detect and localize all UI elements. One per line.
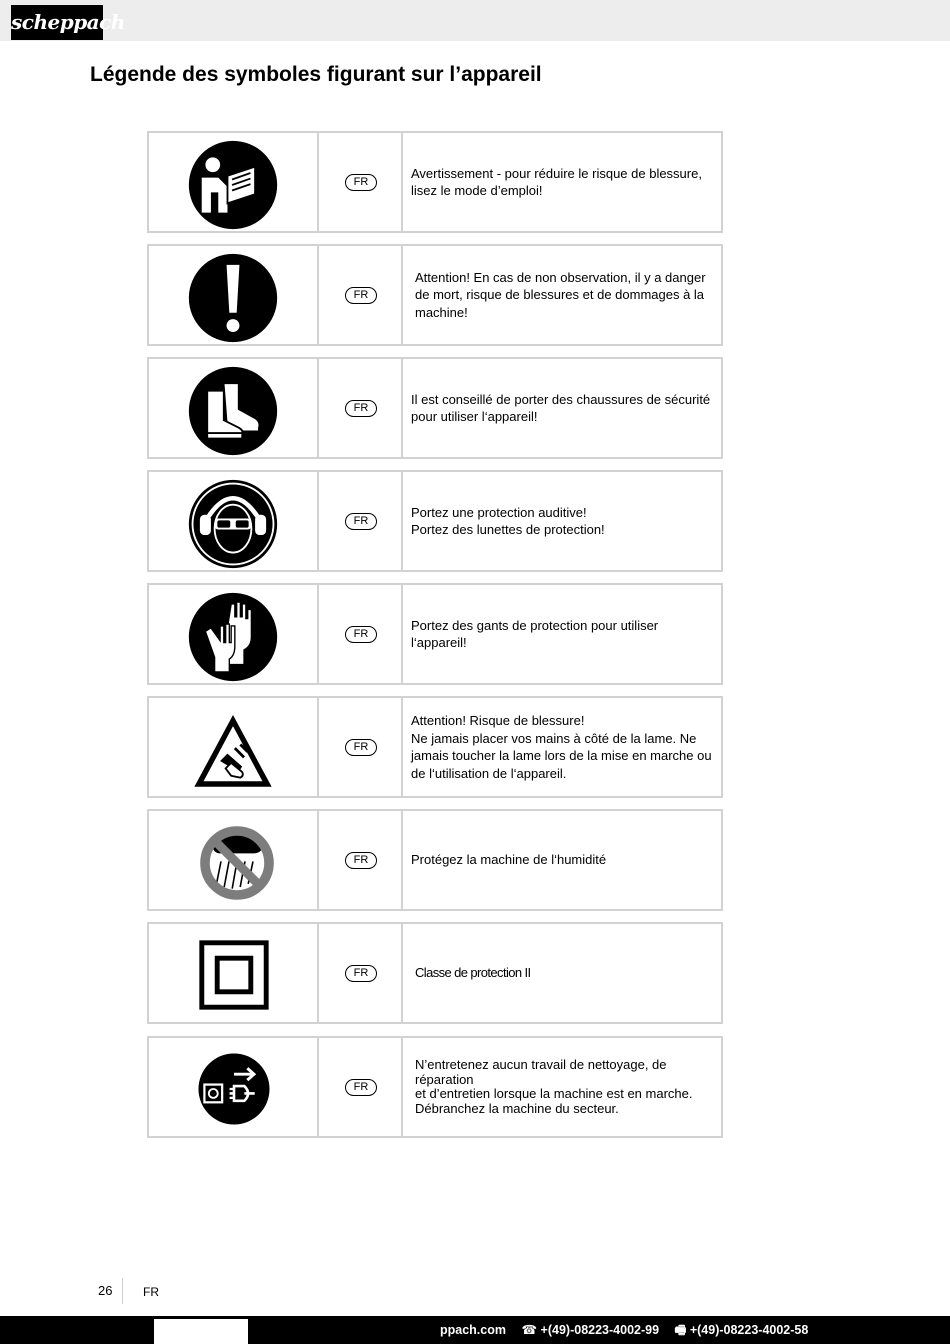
symbol-description: Classe de protection II (415, 965, 531, 981)
no-rain-icon (197, 823, 277, 903)
lang-cell (317, 924, 403, 1022)
protective-gloves-icon (187, 591, 279, 683)
fax-number: +(49)-08223-4002-58 (689, 1323, 809, 1337)
lang-badge: FR (345, 852, 377, 869)
symbol-row (147, 131, 723, 233)
symbol-description: Avertissement - pour réduire le risque de blessure, lisez le mode d’emploi! (411, 165, 702, 198)
lang-cell (317, 585, 403, 683)
lang-cell (317, 133, 403, 231)
website-link[interactable]: ppach.com (440, 1323, 506, 1337)
symbol-description: Protégez la machine de l‘humidité (411, 852, 607, 868)
lang-badge: FR (345, 1079, 377, 1096)
footer-divider (122, 1278, 123, 1304)
lang-cell (317, 472, 403, 570)
symbol-icon-cell (149, 698, 319, 796)
symbol-icon-cell (149, 811, 319, 909)
symbol-icon-cell (149, 246, 319, 344)
symbol-description: Portez des gants de protection pour utiliser l‘appareil! (411, 617, 659, 650)
read-manual-icon (187, 139, 279, 231)
hand-injury-warning-icon (187, 704, 279, 796)
footer-white-block (154, 1319, 248, 1344)
lang-badge: FR (345, 174, 377, 191)
brand-logo: scheppach (11, 5, 103, 40)
ear-eye-protection-icon (187, 478, 279, 570)
safety-boots-icon (187, 365, 279, 457)
page-title: Légende des symboles figurant sur l’appareil (90, 63, 542, 86)
symbol-row (147, 583, 723, 685)
lang-cell (317, 698, 403, 796)
header-bar (0, 0, 950, 41)
symbol-row (147, 357, 723, 459)
symbol-row (147, 696, 723, 798)
unplug-icon (197, 1052, 271, 1126)
symbol-icon-cell (149, 133, 319, 231)
lang-badge: FR (345, 513, 377, 530)
symbol-row (147, 1036, 723, 1138)
protection-class-ii-icon (199, 940, 269, 1010)
symbol-row (147, 922, 723, 1024)
lang-cell (317, 359, 403, 457)
symbol-icon-cell (149, 585, 319, 683)
footer-contact (440, 1316, 808, 1344)
lang-cell (317, 1038, 403, 1136)
footer-language: FR (143, 1285, 159, 1299)
exclamation-icon (187, 252, 279, 344)
symbol-icon-cell (149, 359, 319, 457)
symbol-row (147, 244, 723, 346)
symbol-icon-cell (149, 924, 319, 1022)
symbol-description: Attention! Risque de blessure! Ne jamais placer vos mains à côté de la lame. Ne jamais toucher la lame lors de la mise en marche ou de l‘utilisation de l‘appareil. (411, 713, 712, 781)
lang-cell (317, 811, 403, 909)
lang-badge: FR (345, 739, 377, 756)
symbol-row (147, 809, 723, 911)
symbol-icon-cell (149, 1038, 319, 1136)
lang-badge: FR (345, 287, 377, 304)
symbol-row (147, 470, 723, 572)
lang-badge: FR (345, 400, 377, 417)
lang-cell (317, 246, 403, 344)
lang-badge: FR (345, 626, 377, 643)
symbol-description: Attention! En cas de non observation, il y a danger de mort, risque de blessures et de dommages à la machine! (415, 269, 706, 320)
fax-icon: 🖷 (674, 1323, 687, 1337)
symbol-description: Il est conseillé de porter des chaussures de sécurité pour utiliser l‘appareil! (411, 391, 711, 424)
lang-badge: FR (345, 965, 377, 982)
phone-icon: ☎ (521, 1323, 538, 1337)
page-number: 26 (98, 1283, 113, 1298)
symbol-icon-cell (149, 472, 319, 570)
phone-number: +(49)-08223-4002-99 (540, 1323, 660, 1337)
symbol-description: N’entretenez aucun travail de nettoyage, de réparation et d’entretien lorsque la machine est en marche. Débranchez la machine du secteur. (415, 1057, 693, 1116)
symbol-description: Portez une protection auditive! Portez des lunettes de protection! (411, 504, 605, 537)
